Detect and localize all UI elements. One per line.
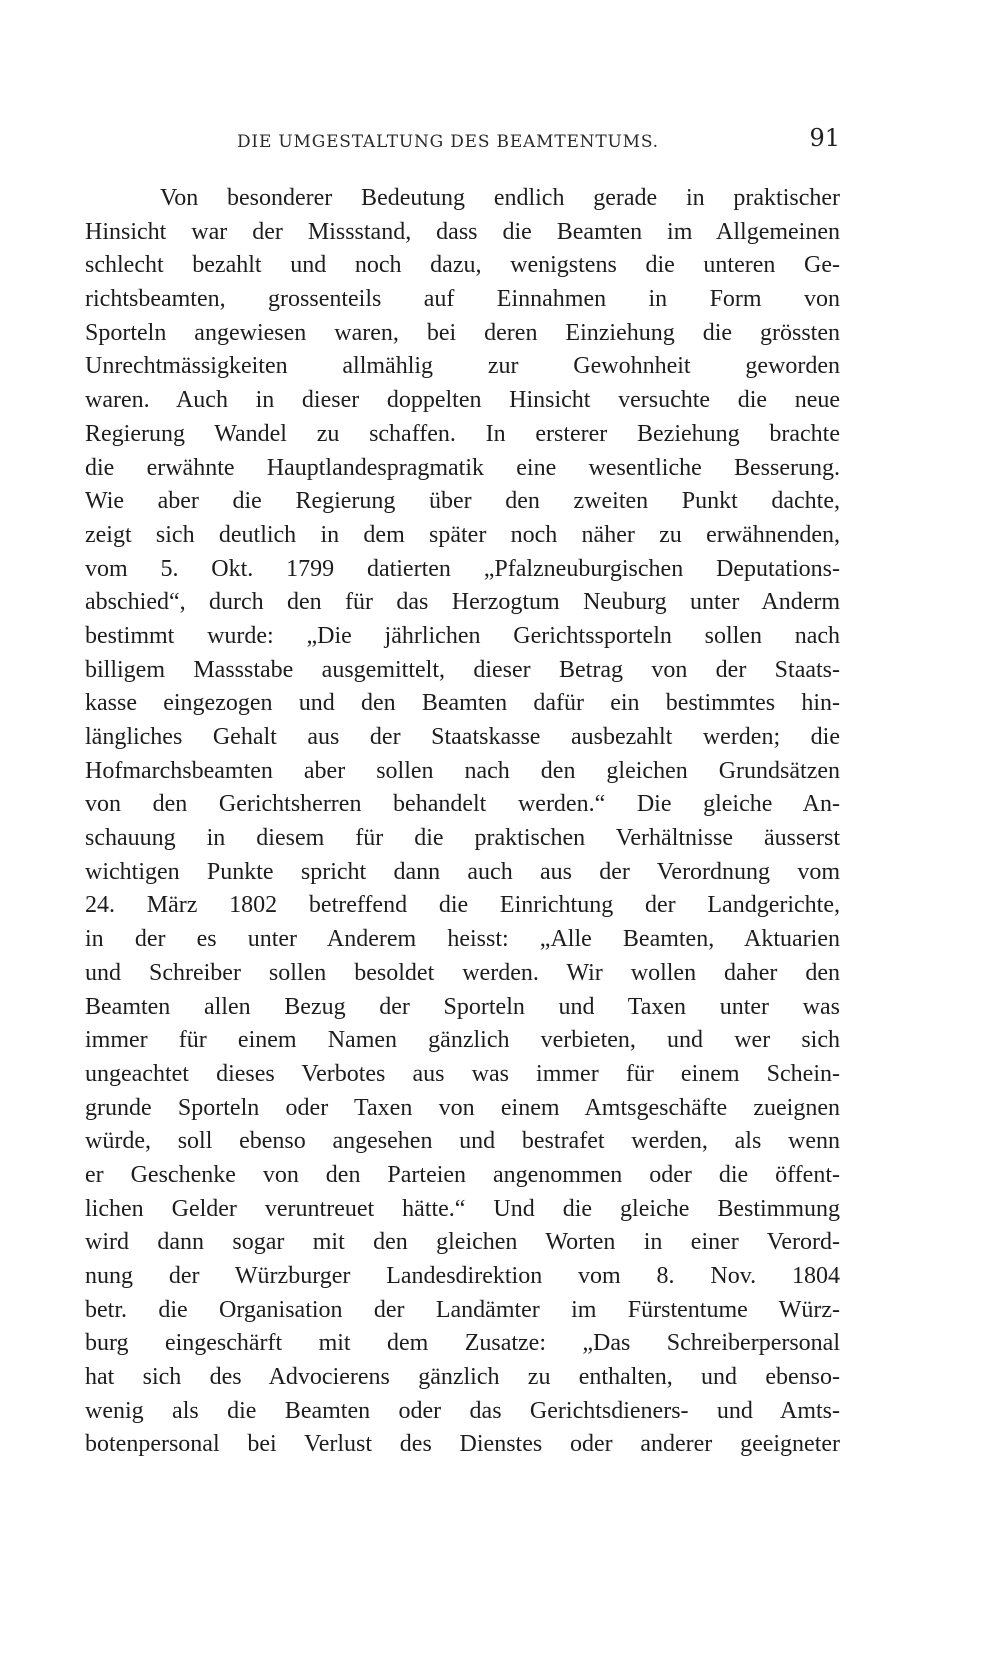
text-line: Sporteln angewiesen waren, bei deren Einziehung die grössten	[85, 319, 840, 346]
text-line: richtsbeamten, grossenteils auf Einnahmen in Form von	[85, 286, 840, 313]
text-line: bestimmt wurde: „Die jährlichen Gerichtssporteln sollen nach	[85, 622, 840, 649]
page-number: 91	[809, 124, 840, 152]
text-line: Unrechtmässigkeiten allmählig zur Gewohnheit geworden	[85, 353, 840, 380]
text-line: botenpersonal bei Verlust des Dienstes oder anderer geeigneter	[85, 1431, 840, 1458]
text-line: in der es unter Anderem heisst: „Alle Beamten, Aktuarien	[85, 926, 840, 953]
text-line: ungeachtet dieses Verbotes aus was immer für einem Schein-	[85, 1060, 840, 1087]
text-line: die erwähnte Hauptlandespragmatik eine wesentliche Besserung.	[85, 454, 840, 481]
text-line: burg eingeschärft mit dem Zusatze: „Das Schreiberpersonal	[85, 1330, 840, 1357]
text-line: von den Gerichtsherren behandelt werden.“ Die gleiche An-	[85, 791, 840, 818]
text-line: betr. die Organisation der Landämter im Fürstentume Würz-	[85, 1296, 840, 1323]
text-line: schlecht bezahlt und noch dazu, wenigstens die unteren Ge-	[85, 252, 840, 279]
text-line: vom 5. Okt. 1799 datierten „Pfalzneuburgischen Deputations-	[85, 555, 840, 582]
text-line: er Geschenke von den Parteien angenommen oder die öffent-	[85, 1161, 840, 1188]
text-line: Von besonderer Bedeutung endlich gerade in praktischer	[160, 185, 840, 211]
text-line: wird dann sogar mit den gleichen Worten in einer Verord-	[85, 1229, 840, 1256]
text-line: Hofmarchsbeamten aber sollen nach den gleichen Grundsätzen	[85, 757, 840, 784]
text-line: waren. Auch in dieser doppelten Hinsicht versuchte die neue	[85, 387, 840, 414]
text-line: lichen Gelder veruntreuet hätte.“ Und die gleiche Bestimmung	[85, 1195, 840, 1222]
text-line: 24. März 1802 betreffend die Einrichtung der Landgerichte,	[85, 892, 840, 919]
text-line: und Schreiber sollen besoldet werden. Wir wollen daher den	[85, 959, 840, 986]
running-title: DIE UMGESTALTUNG DES BEAMTENTUMS.	[237, 132, 659, 152]
text-line: Beamten allen Bezug der Sporteln und Taxen unter was	[85, 993, 840, 1020]
text-line: Wie aber die Regierung über den zweiten Punkt dachte,	[85, 488, 840, 515]
text-line: würde, soll ebenso angesehen und bestrafet werden, als wenn	[85, 1128, 840, 1155]
text-line: abschied“, durch den für das Herzogtum Neuburg unter Anderm	[85, 589, 840, 616]
text-line: Hinsicht war der Missstand, dass die Beamten im Allgemeinen	[85, 218, 840, 245]
text-line: Regierung Wandel zu schaffen. In ersterer Beziehung brachte	[85, 420, 840, 447]
text-line: kasse eingezogen und den Beamten dafür ein bestimmtes hin-	[85, 690, 840, 717]
text-line: nung der Würzburger Landesdirektion vom 8. Nov. 1804	[85, 1263, 840, 1289]
text-line: immer für einem Namen gänzlich verbieten, und wer sich	[85, 1027, 840, 1054]
text-line: billigem Massstabe ausgemittelt, dieser Betrag von der Staats-	[85, 656, 840, 683]
text-line: schauung in diesem für die praktischen Verhältnisse äusserst	[85, 825, 840, 852]
body-text	[85, 182, 840, 1462]
text-line: wichtigen Punkte spricht dann auch aus der Verordnung vom	[85, 858, 840, 885]
running-head	[85, 124, 840, 164]
text-line: grunde Sporteln oder Taxen von einem Amtsgeschäfte zueignen	[85, 1094, 840, 1121]
text-line: zeigt sich deutlich in dem später noch näher zu erwähnenden,	[85, 521, 840, 548]
text-line: hat sich des Advocierens gänzlich zu enthalten, und ebenso-	[85, 1364, 840, 1391]
text-line: wenig als die Beamten oder das Gerichtsdieners- und Amts-	[85, 1397, 840, 1424]
text-line: längliches Gehalt aus der Staatskasse ausbezahlt werden; die	[85, 724, 840, 750]
